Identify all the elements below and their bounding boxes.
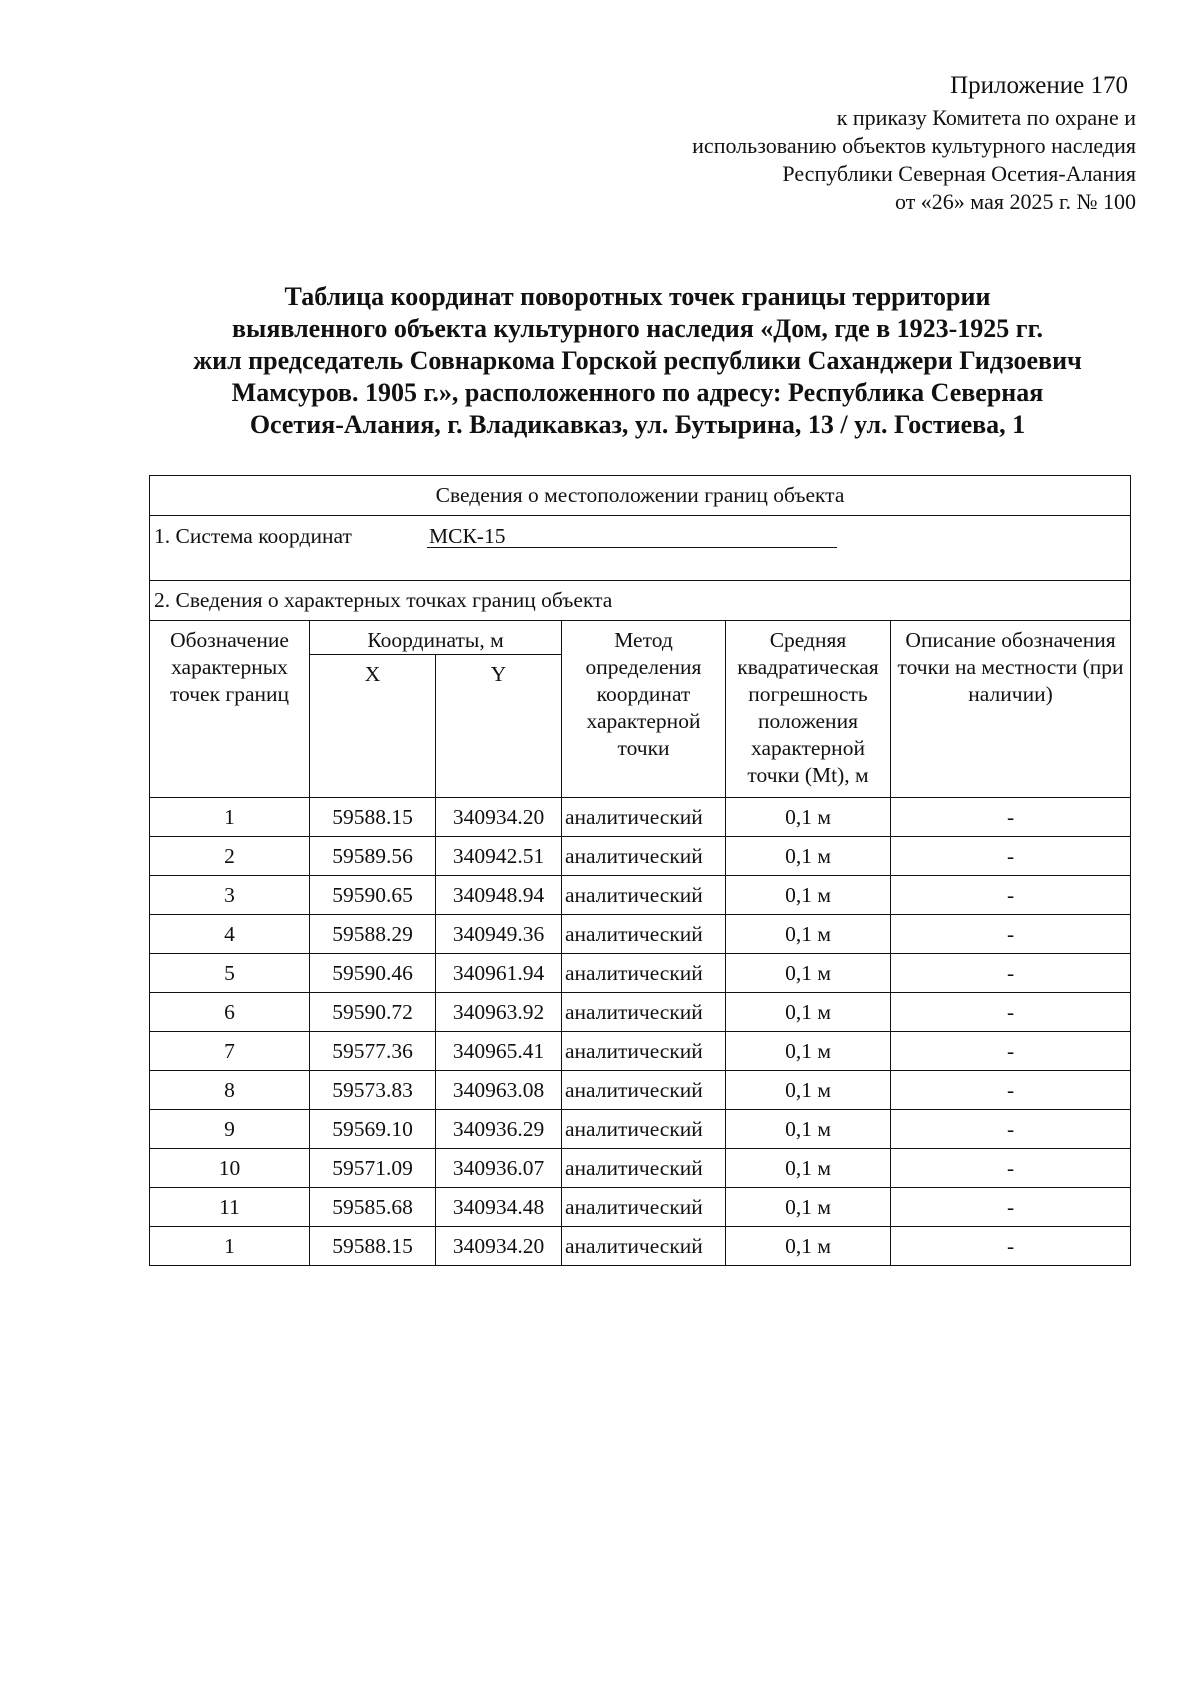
annex-title: Приложение 170	[950, 72, 1128, 99]
col-error: Средняя квадратическая погрешность положения характерной точки (Mt), м	[726, 621, 891, 798]
col-coords: Координаты, м	[310, 621, 562, 655]
error-value: 0,1 м	[726, 837, 891, 876]
points-header-row	[150, 581, 1131, 621]
table-row	[150, 954, 1131, 993]
method-value: аналитический	[562, 1032, 726, 1071]
title-line: выявленного объекта культурного наследия «Дом, где в 1923-1925 гг.	[231, 314, 1043, 343]
error-value: 0,1 м	[726, 1188, 891, 1227]
method-value: аналитический	[562, 993, 726, 1032]
x-value: 59590.46	[310, 954, 436, 993]
x-value: 59585.68	[310, 1188, 436, 1227]
points-header: 2. Сведения о характерных точках границ объекта	[150, 581, 1131, 621]
description-value: -	[891, 1110, 1131, 1149]
x-value: 59588.15	[310, 1227, 436, 1266]
coordinates-table	[149, 475, 1131, 1266]
x-value: 59573.83	[310, 1071, 436, 1110]
x-value: 59588.29	[310, 915, 436, 954]
y-value: 340948.94	[436, 876, 562, 915]
point-number: 8	[150, 1071, 310, 1110]
coord-system-row	[150, 516, 1131, 581]
description-value: -	[891, 1071, 1131, 1110]
point-number: 6	[150, 993, 310, 1032]
col-description: Описание обозначения точки на местности (при наличии)	[891, 621, 1131, 798]
table-row	[150, 993, 1131, 1032]
title-line: Мамсуров. 1905 г.», расположенного по адресу: Республика Северная	[231, 378, 1044, 407]
description-value: -	[891, 837, 1131, 876]
method-value: аналитический	[562, 876, 726, 915]
annex-block	[496, 70, 1136, 216]
table-row	[150, 1188, 1131, 1227]
col-designation: Обозначение характерных точек границ	[150, 621, 310, 798]
section-header: Сведения о местоположении границ объекта	[150, 476, 1131, 516]
method-value: аналитический	[562, 1188, 726, 1227]
error-value: 0,1 м	[726, 798, 891, 837]
method-value: аналитический	[562, 1149, 726, 1188]
method-value: аналитический	[562, 1227, 726, 1266]
method-value: аналитический	[562, 1110, 726, 1149]
method-value: аналитический	[562, 1071, 726, 1110]
col-y: Y	[436, 655, 562, 798]
point-number: 7	[150, 1032, 310, 1071]
point-number: 10	[150, 1149, 310, 1188]
coord-system-value: МСК-15	[427, 525, 837, 548]
col-method: Метод определения координат характерной точки	[562, 621, 726, 798]
table-row	[150, 1110, 1131, 1149]
title-line: жил председатель Совнаркома Горской республики Саханджери Гидзоевич	[193, 346, 1082, 375]
x-value: 59590.72	[310, 993, 436, 1032]
table-row	[150, 1071, 1131, 1110]
point-number: 3	[150, 876, 310, 915]
method-value: аналитический	[562, 798, 726, 837]
y-value: 340949.36	[436, 915, 562, 954]
table-body	[150, 798, 1131, 1266]
y-value: 340963.92	[436, 993, 562, 1032]
table-row	[150, 837, 1131, 876]
y-value: 340934.20	[436, 798, 562, 837]
y-value: 340942.51	[436, 837, 562, 876]
point-number: 1	[150, 798, 310, 837]
error-value: 0,1 м	[726, 1071, 891, 1110]
description-value: -	[891, 798, 1131, 837]
table-row	[150, 798, 1131, 837]
error-value: 0,1 м	[726, 954, 891, 993]
y-value: 340961.94	[436, 954, 562, 993]
x-value: 59590.65	[310, 876, 436, 915]
document-title	[145, 281, 1130, 441]
description-value: -	[891, 1149, 1131, 1188]
error-value: 0,1 м	[726, 1110, 891, 1149]
coord-system-label: 1. Система координат	[154, 524, 352, 548]
description-value: -	[891, 1188, 1131, 1227]
error-value: 0,1 м	[726, 1032, 891, 1071]
description-value: -	[891, 1227, 1131, 1266]
description-value: -	[891, 993, 1131, 1032]
error-value: 0,1 м	[726, 876, 891, 915]
method-value: аналитический	[562, 915, 726, 954]
annex-line: к приказу Комитета по охране и	[836, 105, 1136, 130]
method-value: аналитический	[562, 954, 726, 993]
error-value: 0,1 м	[726, 993, 891, 1032]
x-value: 59569.10	[310, 1110, 436, 1149]
y-value: 340934.48	[436, 1188, 562, 1227]
point-number: 4	[150, 915, 310, 954]
title-line: Таблица координат поворотных точек границы территории	[284, 282, 991, 311]
table-row	[150, 1149, 1131, 1188]
error-value: 0,1 м	[726, 1149, 891, 1188]
point-number: 2	[150, 837, 310, 876]
x-value: 59577.36	[310, 1032, 436, 1071]
y-value: 340936.29	[436, 1110, 562, 1149]
table-row	[150, 1227, 1131, 1266]
method-value: аналитический	[562, 837, 726, 876]
point-number: 1	[150, 1227, 310, 1266]
column-header-row	[150, 621, 1131, 655]
description-value: -	[891, 954, 1131, 993]
table-row	[150, 876, 1131, 915]
y-value: 340965.41	[436, 1032, 562, 1071]
coord-system-cell	[150, 516, 1131, 581]
section-header-row	[150, 476, 1131, 516]
point-number: 5	[150, 954, 310, 993]
annex-line: от «26» мая 2025 г. № 100	[894, 189, 1136, 214]
description-value: -	[891, 1032, 1131, 1071]
point-number: 9	[150, 1110, 310, 1149]
table-row	[150, 915, 1131, 954]
title-line: Осетия-Алания, г. Владикавказ, ул. Бутырина, 13 / ул. Гостиева, 1	[249, 410, 1026, 439]
description-value: -	[891, 915, 1131, 954]
y-value: 340936.07	[436, 1149, 562, 1188]
error-value: 0,1 м	[726, 1227, 891, 1266]
y-value: 340963.08	[436, 1071, 562, 1110]
x-value: 59588.15	[310, 798, 436, 837]
description-value: -	[891, 876, 1131, 915]
x-value: 59571.09	[310, 1149, 436, 1188]
annex-line: использованию объектов культурного наследия	[692, 133, 1136, 158]
table-row	[150, 1032, 1131, 1071]
y-value: 340934.20	[436, 1227, 562, 1266]
point-number: 11	[150, 1188, 310, 1227]
x-value: 59589.56	[310, 837, 436, 876]
annex-line: Республики Северная Осетия-Алания	[782, 161, 1136, 186]
col-x: X	[310, 655, 436, 798]
error-value: 0,1 м	[726, 915, 891, 954]
